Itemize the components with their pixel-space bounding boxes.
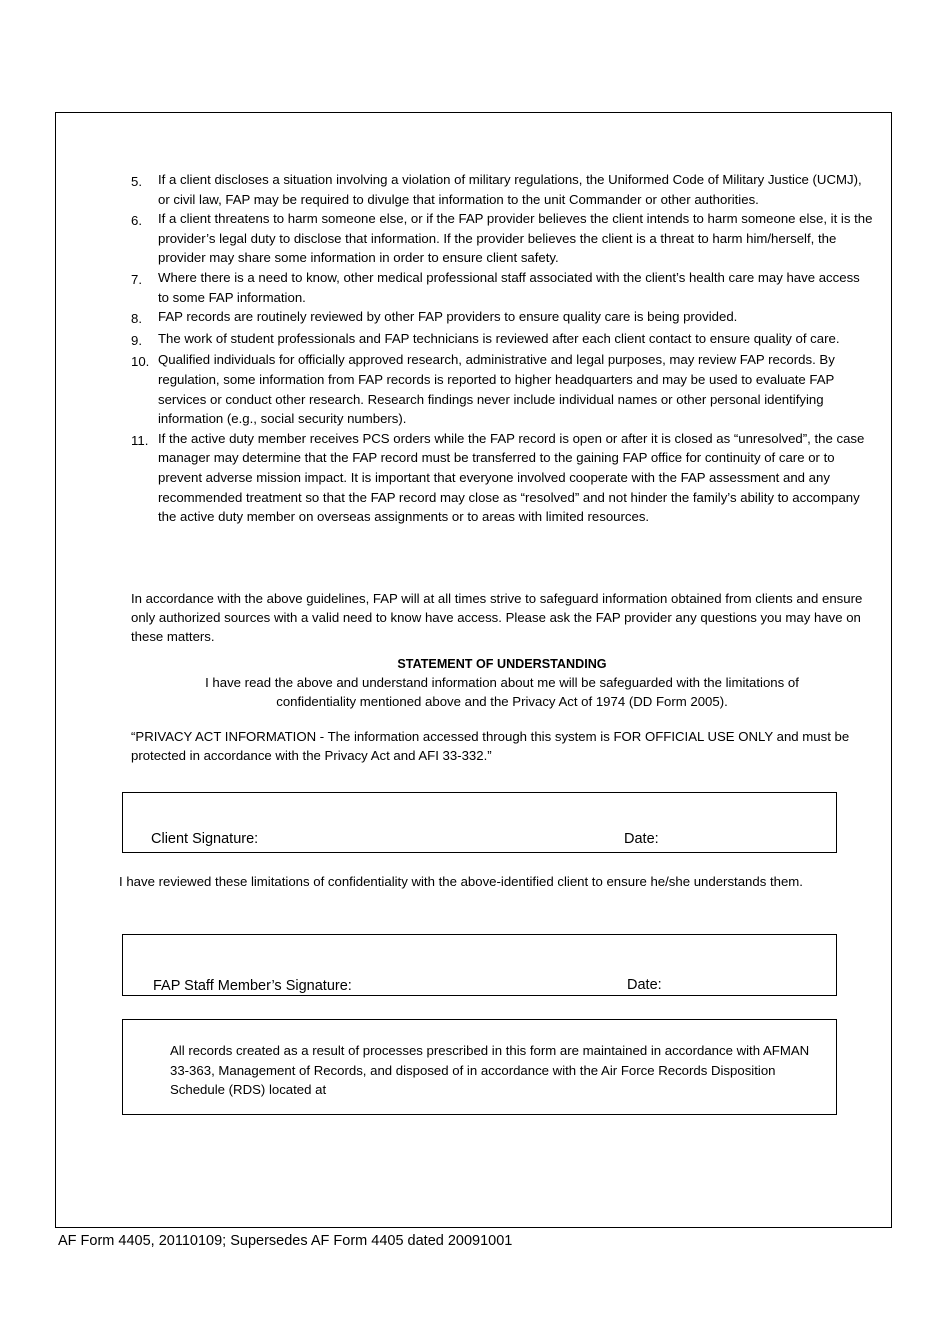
item-text: If a client discloses a situation involving a violation of military regulations, the Uniformed Code of Military Justice (UCMJ), or civil law, FAP may be required to divulge that information to the unit Commander or other authorities. xyxy=(158,172,862,207)
records-notice-text: All records created as a result of processes prescribed in this form are maintained in accordance with AFMAN 33-363, Management of Records, and disposed of in accordance with the Air Force Records Disposition Schedule (RDS) located at xyxy=(170,1043,810,1098)
list-item xyxy=(131,268,873,307)
privacy-act-notice: “PRIVACY ACT INFORMATION - The information accessed through this system is FOR OFFICIAL USE ONLY and must be protected in accordance with the Privacy Act and AFI 33-332.” xyxy=(131,729,850,764)
item-text: The work of student professionals and FAP technicians is reviewed after each client contact to ensure quality of care. xyxy=(158,330,840,346)
item-number: 8. xyxy=(131,311,142,327)
item-number: 11. xyxy=(131,432,149,448)
item-number: 6. xyxy=(131,213,142,229)
list-item xyxy=(131,209,873,268)
item-text: FAP records are routinely reviewed by other FAP providers to ensure quality care is being provided. xyxy=(158,309,738,325)
item-number: 9. xyxy=(131,332,142,348)
item-number: 10. xyxy=(131,354,150,370)
client-signature-label: Client Signature: xyxy=(151,831,259,847)
item-text: Qualified individuals for officially approved research, administrative and legal purposes, may review FAP records. By regulation, some information from FAP records is reported to higher headquarters and may be used to evaluate FAP services or conduct other research. Research findings never include individual names or other personal identifying information (e.g., social security numbers). xyxy=(158,352,835,427)
confidentiality-list xyxy=(131,170,873,527)
guidelines-paragraph: In accordance with the above guidelines, FAP will at all times strive to safeguard information obtained from clients and ensure only authorized sources with a valid need to know have access. Please ask the FAP provider any questions you may have on these matters. xyxy=(131,591,863,645)
list-item xyxy=(131,307,873,329)
statement-body: I have read the above and understand information about me will be safeguarded with the limitations of confidentiality mentioned above and the Privacy Act of 1974 (DD Form 2005). xyxy=(205,675,799,710)
staff-signature-label: FAP Staff Member’s Signature: xyxy=(153,978,352,994)
list-item xyxy=(131,429,873,527)
item-text: If a client threatens to harm someone else, or if the FAP provider believes the client intends to harm someone else, it is the provider’s legal duty to disclose that information. If the provider believes the client is a threat to harm him/herself, the provider may share some information in order to ensure client safety. xyxy=(158,211,873,266)
client-date-label: Date: xyxy=(624,831,659,847)
list-item xyxy=(131,350,873,428)
item-text: If the active duty member receives PCS orders while the FAP record is open or after it is closed as “unresolved”, the case manager may determine that the FAP record must be transferred to the gaining FAP office for continuity of care or to prevent adverse mission impact. It is important that everyone involved cooperate with the FAP assessment and any recommended treatment so that the FAP record may close as “resolved” and not hinder the family’s ability to accompany the active duty member on overseas assignments or to areas with limited resources. xyxy=(158,430,865,525)
item-text: Where there is a need to know, other medical professional staff associated with the client’s health care may have access to some FAP information. xyxy=(158,269,860,305)
list-item xyxy=(131,170,873,209)
staff-date-label: Date: xyxy=(627,977,662,993)
item-number: 7. xyxy=(131,271,142,287)
staff-review-statement: I have reviewed these limitations of confidentiality with the above-identified client to ensure he/she understands them. xyxy=(119,874,803,889)
list-item xyxy=(131,329,873,351)
form-footer: AF Form 4405, 20110109; Supersedes AF Form 4405 dated 20091001 xyxy=(58,1233,513,1249)
item-number: 5. xyxy=(131,174,142,189)
statement-heading: STATEMENT OF UNDERSTANDING xyxy=(397,657,607,671)
